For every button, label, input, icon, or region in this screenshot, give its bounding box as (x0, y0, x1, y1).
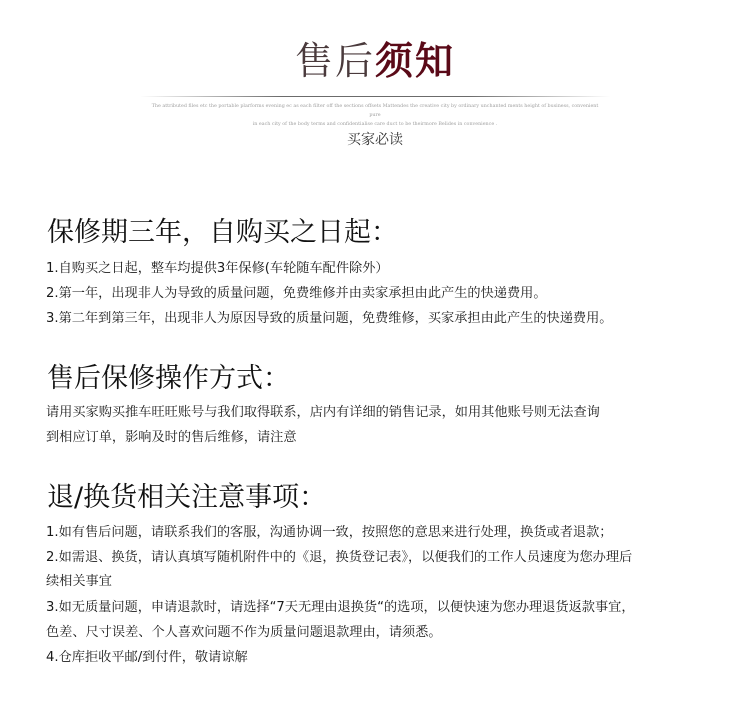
method-line-2: 到相应订单，影响及时的售后维修，请注意 (46, 430, 297, 445)
warranty-item-1: 1.自购买之日起，整车均提供3年保修(车轮随车配件除外） (46, 261, 389, 276)
returns-line-3: 续相关事宜 (46, 574, 112, 589)
page-title (0, 38, 750, 84)
page-title-light: 售后 (294, 39, 375, 83)
returns-line-1: 1.如有售后问题，请联系我们的客服，沟通协调一致，按照您的意思来进行处理，换货或者退款； (46, 525, 613, 540)
returns-line-2: 2.如需退、换货，请认真填写随机附件中的《退，换货登记表》，以便我们的工作人员速度为您办理后 (46, 550, 633, 565)
page-title-bold: 须知 (375, 39, 456, 83)
returns-heading: 退/换货相关注意事项： (47, 482, 327, 513)
returns-line-5: 色差、尺寸误差、个人喜欢问题不作为质量问题退款理由，请须悉。 (46, 625, 442, 640)
returns-line-6: 4.仓库拒收平邮/到付件，敬请谅解 (46, 650, 248, 665)
page-header (0, 0, 750, 160)
method-heading: 售后保修操作方式： (47, 363, 290, 394)
warranty-item-3: 3.第二年到第三年，出现非人为原因导致的质量问题，免费维修，买家承担由此产生的快递费用。 (46, 311, 613, 326)
fine-print-line-1: The attributed files etc the portable plarforms evening ec as each filter off the sections offsets Mattendes the creative city by ordinary unchanted ments height of business, convenient pure (151, 104, 599, 118)
decorative-fine-print (150, 102, 600, 129)
header-divider (140, 96, 610, 97)
method-line-1: 请用买家购买推车旺旺账号与我们取得联系，店内有详细的销售记录，如用其他账号则无法查询 (46, 405, 600, 420)
warranty-heading: 保修期三年，自购买之日起： (47, 217, 398, 248)
warranty-item-2: 2.第一年，出现非人为导致的质量问题，免费维修并由卖家承担由此产生的快递费用。 (46, 286, 547, 301)
returns-line-4: 3.如无质量问题，申请退款时，请选择“7天无理由退换货“的选项，以便快速为您办理退货返款事宜， (46, 600, 635, 615)
fine-print-line-2: in each city of the body terms and confidentialise care duct to be theirmore Belides in convenience . (252, 122, 498, 127)
page-subtitle: 买家必读 (347, 132, 403, 148)
